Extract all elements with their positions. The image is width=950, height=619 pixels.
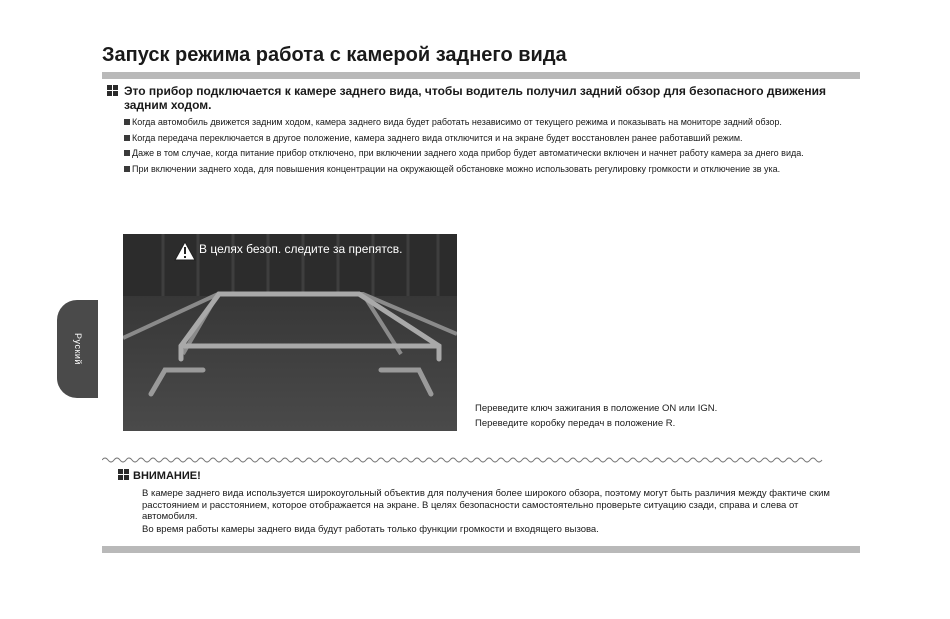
attention-heading xyxy=(118,469,201,482)
bullet-square-icon xyxy=(124,150,130,156)
language-tab-label: Руский xyxy=(72,333,83,365)
attention-paragraph: В камере заднего вида используется широкоугольный объектив для получения более широкого обзора, поэтому могут быть различия между фактиче ским расстоянием и расстоянием, которое отображается на экране. В целях безопасности самостоятельно проверьте ситуацию сзади, справа и слева от автомобиля. xyxy=(142,488,830,522)
attention-heading-text: ВНИМАНИЕ! xyxy=(133,470,201,482)
bullet-item xyxy=(124,148,814,160)
attention-paragraph: Во время работы камеры заднего вида будут работать только функции громкости и входящего вызова. xyxy=(142,524,599,535)
footer-divider xyxy=(102,546,860,553)
bullet-text: Когда передача переключается в другое положение, камера заднего вида отключится и на экране будет восстановлен ранее работавший режим. xyxy=(132,132,743,143)
intro-section xyxy=(107,84,847,112)
bullet-item xyxy=(124,117,814,129)
rear-camera-screen xyxy=(123,234,457,431)
bullet-text: Даже в том случае, когда питание прибор отключено, при включении заднего хода прибор будет автоматически включен и начнет работу камера за днего вида. xyxy=(132,148,804,158)
bullet-text: При включении заднего хода, для повышения концентрации на окружающей обстановке можно использовать регулировку громкости и отключение зв ука. xyxy=(132,163,781,174)
intro-text: Это прибор подключается к камере заднего вида, чтобы водитель получил задний обзор для безопасного движения задним ходом. xyxy=(124,84,826,112)
feature-bullet-list xyxy=(124,117,814,179)
bullet-item xyxy=(124,133,814,145)
attention-square-icon xyxy=(118,469,129,480)
step-ignition-text: Переведите ключ зажигания в положение ON или IGN. xyxy=(475,403,718,414)
page-title: Запуск режима работа с камерой заднего вида xyxy=(102,44,567,66)
bullet-square-icon xyxy=(124,166,130,172)
camera-warning-text: В целях безоп. следите за препятсв. xyxy=(199,242,403,256)
step-gear-text: Переведите коробку передач в положение R. xyxy=(475,418,676,429)
bullet-item xyxy=(124,164,814,176)
title-divider xyxy=(102,72,860,79)
bullet-square-icon xyxy=(124,119,130,125)
bullet-square-icon xyxy=(124,135,130,141)
bullet-text: Когда автомобиль движется задним ходом, камера заднего вида будет работать независимо от текущего режима и показывать на мониторе задний обзор. xyxy=(132,117,782,127)
language-side-tab xyxy=(57,300,98,398)
wavy-divider xyxy=(102,455,860,465)
section-square-icon xyxy=(107,85,118,96)
rear-camera-view-image xyxy=(123,234,457,431)
